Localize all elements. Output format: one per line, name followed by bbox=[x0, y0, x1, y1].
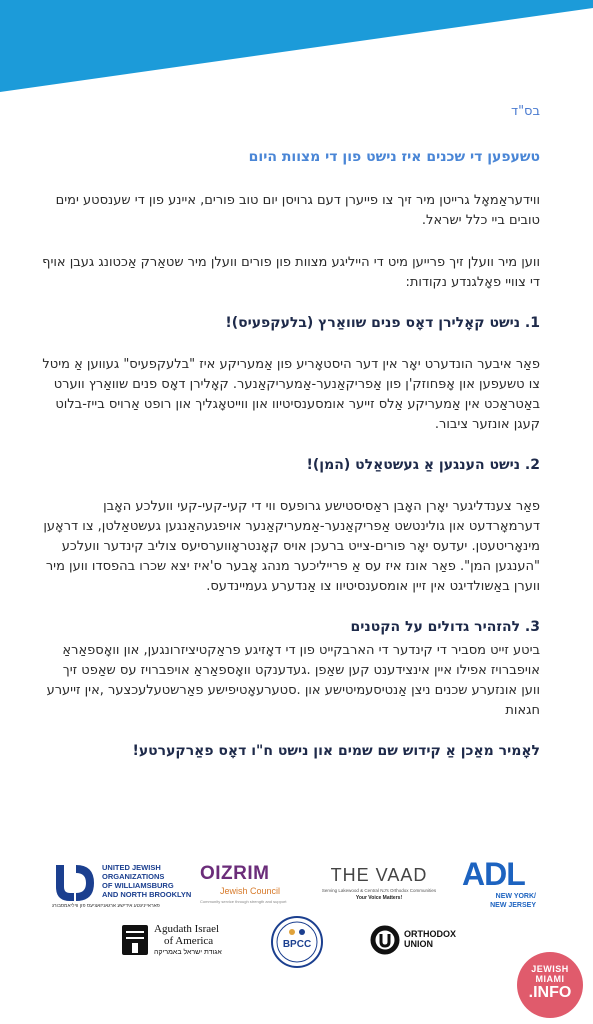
ujo-mark-icon bbox=[52, 861, 98, 905]
agudah-logo bbox=[120, 921, 260, 961]
top-banner bbox=[0, 0, 593, 95]
agudah-name-2: of America bbox=[164, 935, 214, 947]
ozrim-sub: Jewish Council bbox=[220, 886, 281, 896]
agudah-hebrew: אגודת ישראל באמריקה bbox=[154, 949, 222, 956]
ozrim-name: OIZRIM bbox=[200, 863, 270, 884]
ou-logo bbox=[370, 923, 470, 957]
vaad-sub: Serving Lakewood & Central NJ's Orthodox Communities bbox=[321, 888, 437, 893]
adl-logo bbox=[462, 857, 542, 913]
ujo-line-2: ORGANIZATIONS bbox=[102, 872, 165, 881]
closing-line: לאָמיר מאַכן אַ קידוש שם שמים און נישט ח"ו דאָס פאַרקערטע! bbox=[132, 743, 540, 759]
letter-body bbox=[40, 92, 540, 759]
section-1-body: פאַר איבער הונדערט יאָר אין דער היסטאָריע פון אַמעריקע איז "בלעקפעיס" געווען אַ מיטל צו טשעפען און אָפּחוזק'ן פון אַפריקאַנער-אַמעריקאַנער. קאָלירן דאָס פנים שוואַרץ ווערט באַטראַכט אין אַמעריקע אַלס זייער אומסענסיטיוו און ווייטאָגליך און רופט אַרויס בייז-בלוט קעגן אונזער ציבור. bbox=[42, 357, 540, 432]
intro-paragraph-1: ווידעראַמאָל גרייטן מיר זיך צו פייערן דעם גרויסן יום טוב פורים, איינע פון די שענסטע ימים טובים ביי כלל ישראל. bbox=[55, 193, 540, 228]
ujo-logo bbox=[52, 861, 202, 911]
sponsor-logos bbox=[0, 855, 593, 985]
section-2-heading: 2. נישט הענגען אַ געשטאַלט (המן)! bbox=[306, 457, 540, 473]
ozrim-tag: Community service through strength and support bbox=[200, 899, 287, 904]
adl-region-2: NEW JERSEY bbox=[490, 902, 536, 909]
badge-line-3: .INFO bbox=[528, 984, 572, 1001]
ujo-hebrew: פאראייניגטע אידישע ארגאניזאציעס פון וויליאמסבורג bbox=[52, 903, 160, 909]
section-3-body: ביטע זייט מסביר די קינדער די הארבקייט פון די דאָזיגע פראַקטיציזרונגען, און וואָספאַראַ אויפברויז אפילו איין אינצידענט קען שאַפן .געדענקט וואָספאַראַ אויפברויז עס שאַפט זיך ווען אונזערע שכנים ניצן אַנטיסעמיטישע און .סטערעאָטיפישע פאַרשטעלעכצער ,אין זייערע חגאות bbox=[46, 643, 540, 718]
vaad-tag: Your Voice Matters! bbox=[355, 895, 403, 901]
ou-name-2: UNION bbox=[404, 939, 433, 949]
agudah-name-1: Agudath Israel bbox=[154, 923, 220, 935]
bsd-mark: בס"ד bbox=[510, 104, 540, 119]
ujo-line-4: AND NORTH BROOKLYN bbox=[102, 890, 192, 899]
adl-region-1: NEW YORK/ bbox=[495, 893, 536, 900]
letter-title: טשעפען די שכנים איז נישט פון די מצוות היום bbox=[248, 149, 540, 165]
badge-line-2: MIAMI bbox=[535, 974, 565, 984]
ou-name-1: ORTHODOX bbox=[404, 929, 457, 939]
ujo-line-3: OF WILLIAMSBURG bbox=[102, 881, 174, 890]
intro-paragraph-2: ווען מיר וועלן זיך פרייען מיט די הייליגע מצוות פון פורים וועלן מיר שטאַרק אַכטונג געבן אויף די צוויי פאָלגנדע נקודות: bbox=[42, 255, 540, 290]
ou-mark-icon bbox=[370, 925, 402, 955]
ujo-line-1: UNITED JEWISH bbox=[102, 863, 161, 872]
vaad-name: THE VAAD bbox=[330, 865, 428, 885]
section-3-heading: 3. להזהיר גדולים על הקטנים bbox=[350, 619, 540, 635]
vaad-logo bbox=[318, 865, 440, 915]
adl-name: ADL bbox=[462, 856, 525, 892]
book-icon bbox=[120, 923, 150, 957]
ozrim-logo bbox=[200, 863, 295, 913]
bpcc-name: BPCC bbox=[282, 939, 312, 950]
jewish-miami-badge bbox=[517, 952, 583, 1018]
bpcc-logo bbox=[270, 915, 324, 969]
badge-line-1: JEWISH bbox=[531, 964, 569, 974]
section-2-body: פאַר צענדליגער יאָרן האָבן ראַסיסטישע גרופעס ווי די קעי-קעי-קעי וועלכע האָבן דערמאָרדעט און גולינטשט אַפריקאַנער-אַמעריקאַנער אויפגעהאַנגען געשטאַלטן, צו דראָען מינאָריטעטן. יעדעס יאָר פורים-צייט ברעכן אויס קאָנטראָווערסיעס צוליב קינדער וועלכע "הענגען המן". פאַר אונז איז עס אַ פרייליכער מנהג אָבער ס'איז יצא שכרו בהפסדו ווען מיר ווערן באַשולדיגט אין זיין אומסענסיטיוו צו אַנדערע געמיינדעס. bbox=[43, 499, 540, 594]
section-1-heading: 1. נישט קאָלירן דאָס פנים שוואַרץ (בלעקפעיס)! bbox=[225, 315, 540, 331]
